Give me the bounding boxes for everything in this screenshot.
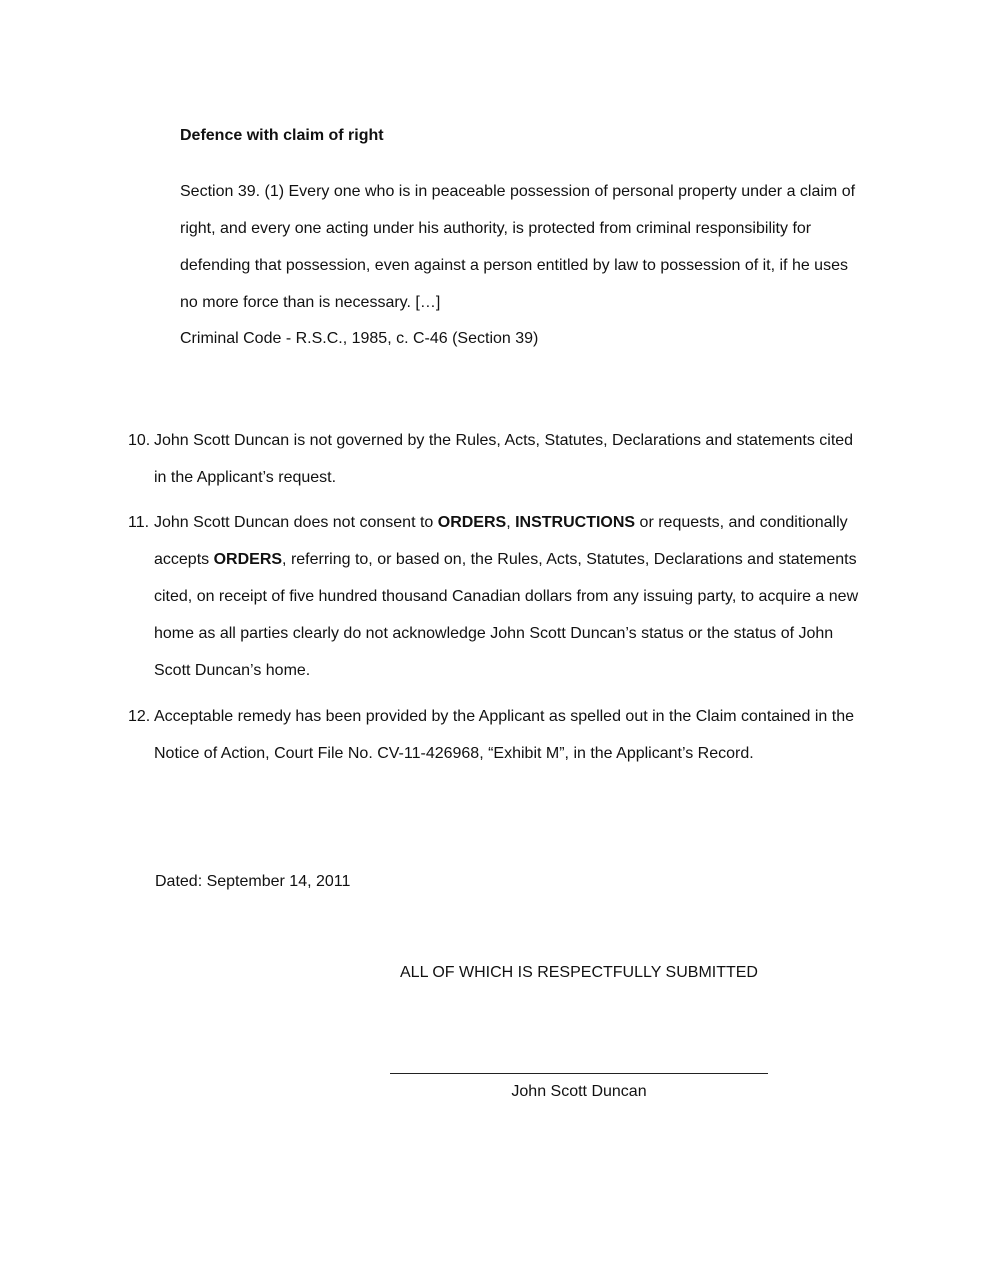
paragraph-12 (128, 698, 868, 772)
paragraph-number: 10. (128, 432, 151, 449)
statute-quote: Section 39. (1) Every one who is in peaceable possession of personal property under a claim of right, and every one acting under his authority, is protected from criminal responsibility for defending that possession, even against a person entitled by law to possession of it, if he uses no more force than is necessary. […] (180, 183, 856, 311)
bold-term-orders: ORDERS (213, 551, 283, 568)
signature-line (390, 1073, 768, 1074)
text-run: , (506, 514, 516, 531)
submission-statement: ALL OF WHICH IS RESPECTFULLY SUBMITTED (400, 964, 758, 981)
text-run: , referring to, or based on, the Rules, Acts, Statutes, Declarations and statements cited, on receipt of five hundred thousand Canadian dollars from any issuing party, to acquire a new home as all parties clearly do not acknowledge John Scott Duncan’s status or the status of John Scott Duncan’s home. (154, 551, 859, 679)
text-run: John Scott Duncan does not consent to (154, 514, 438, 531)
paragraph-text: John Scott Duncan is not governed by the Rules, Acts, Statutes, Declarations and statements cited in the Applicant’s request. (154, 432, 854, 486)
paragraph-10 (128, 422, 868, 496)
paragraph-text (154, 504, 868, 689)
section-heading: Defence with claim of right (180, 127, 384, 144)
paragraph-number: 12. (128, 708, 151, 725)
signatory-name: John Scott Duncan (511, 1083, 647, 1100)
paragraph-text: Acceptable remedy has been provided by the Applicant as spelled out in the Claim contained in the Notice of Action, Court File No. CV-11-426968, “Exhibit M”, in the Applicant’s Record. (154, 708, 854, 762)
bold-term-orders: ORDERS (437, 514, 507, 531)
statute-citation: Criminal Code - R.S.C., 1985, c. C-46 (Section 39) (180, 330, 539, 347)
bold-term-instructions: INSTRUCTIONS (515, 514, 636, 531)
paragraph-11 (128, 504, 868, 689)
paragraph-number: 11. (128, 514, 150, 531)
text-run: or requests, and conditionally accepts (154, 514, 848, 568)
dated-line: Dated: September 14, 2011 (155, 873, 351, 890)
